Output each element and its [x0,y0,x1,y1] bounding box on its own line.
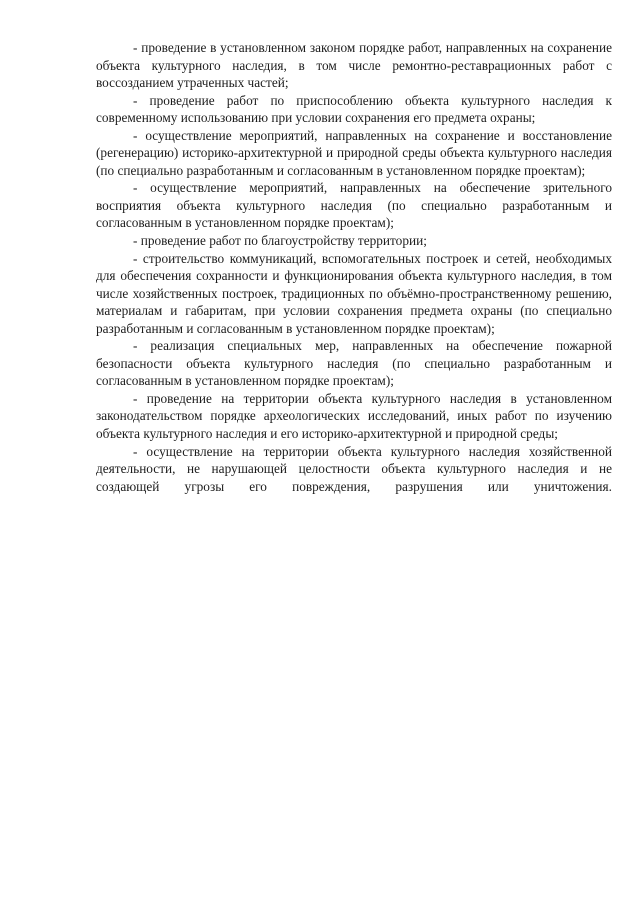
list-item: - осуществление мероприятий, направленных на обеспечение зрительного восприятия объекта культурного наследия (по специально разработанным и согласованным в установленном порядке проектам); [96,180,612,231]
list-item: - осуществление мероприятий, направленных на сохранение и восстановление (регенерацию) историко-архитектурной и природной среды объекта культурного наследия (по специально разработанным и согласованным в установленном порядке проектам); [96,127,612,178]
list-item: - проведение на территории объекта культурного наследия в установленном законодательством порядке археологических исследований, иных работ по изучению объекта культурного наследия и его историко-архитектурной и природной среды; [96,390,612,442]
list-item: - реализация специальных мер, направленных на обеспечение пожарной безопасности объекта культурного наследия (по специально разработанным и согласованным в установленном порядке проектам); [96,338,612,389]
list-item: - строительство коммуникаций, вспомогательных построек и сетей, необходимых для обеспечения сохранности и функционирования объекта культурного наследия, в том числе хозяйственных построек, традиционных по объёмно-пространственному решению, материалам и габаритам, при условии сохранения предмета охраны (по специально разработанным и согласованным в установленном порядке проектам); [96,250,612,336]
list-item: - проведение работ по благоустройству территории; [133,233,427,249]
list-item: - проведение работ по приспособлению объекта культурного наследия к современному использованию при условии сохранения его предмета охраны; [96,92,612,126]
document-page [96,39,612,495]
list-item: - проведение в установленном законом порядке работ, направленных на сохранение объекта культурного наследия, в том числе ремонтно-реставрационных работ с воссозданием утраченных частей; [96,40,612,91]
list-item: - осуществление на территории объекта культурного наследия хозяйственной деятельности, не нарушающей целостности объекта культурного наследия и не создающей угрозы его повреждения, разрушения или уничтожения. [96,443,612,494]
